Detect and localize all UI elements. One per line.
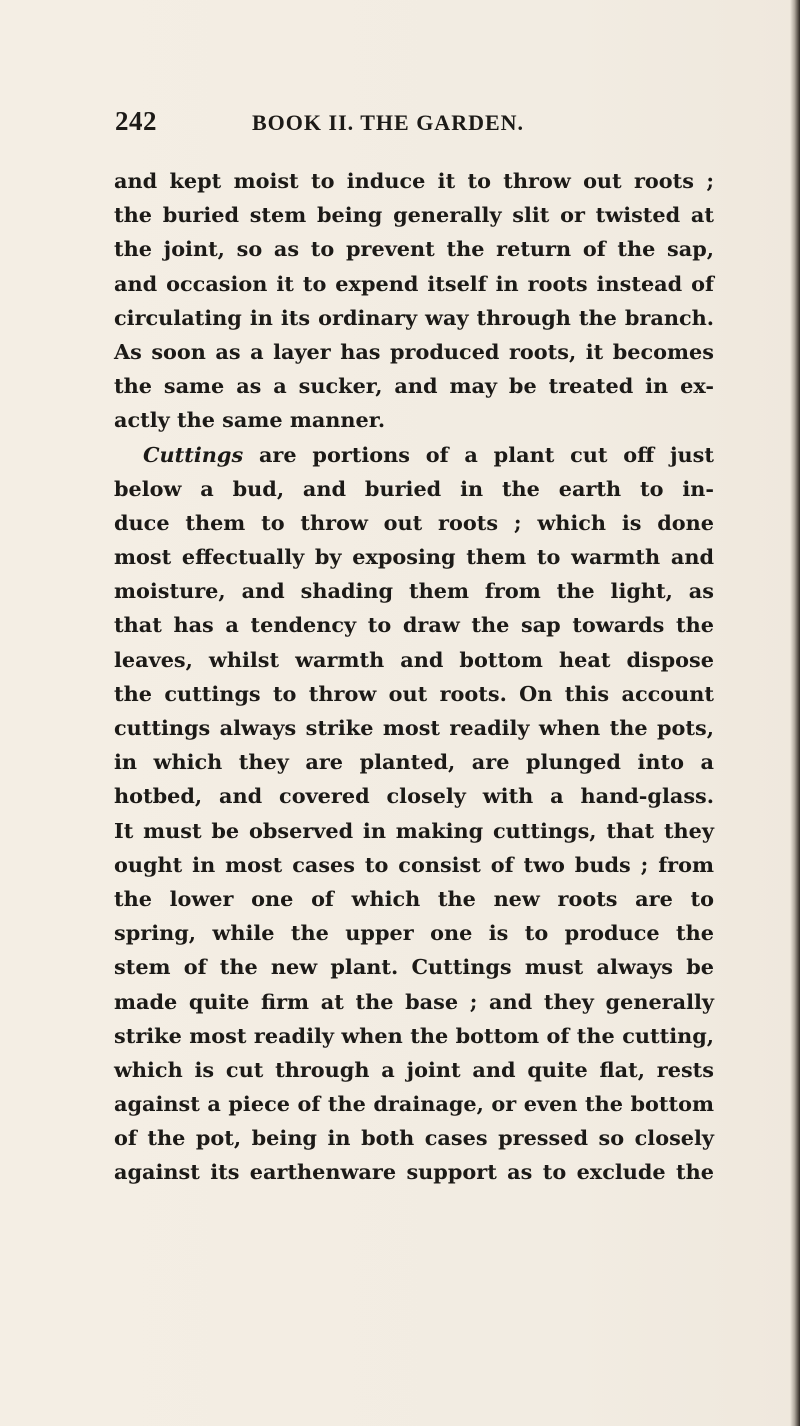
text-line: cuttings always strike most readily when the pots,	[114, 715, 714, 740]
text-line: against its earthenware support as to exclude the	[114, 1159, 714, 1185]
text-line: actly the same manner.	[114, 407, 386, 433]
italic-term: Cuttings	[143, 441, 244, 467]
text-line: the joint, so as to prevent the return of the sap,	[114, 236, 714, 262]
text-line: and kept moist to induce it to throw out roots ;	[114, 168, 714, 193]
text-line: duce them to throw out roots ; which is done	[114, 509, 714, 535]
text-line: in which they are planted, are plunged into a	[114, 749, 714, 775]
text-line: the buried stem being generally slit or twisted at	[114, 202, 714, 228]
text-line: most effectually by exposing them to warmth and	[114, 544, 714, 570]
text-line: It must be observed in making cuttings, that they	[114, 817, 714, 843]
text-line: against a piece of the drainage, or even the bottom	[114, 1091, 714, 1117]
text-line: the same as a sucker, and may be treated in ex-	[114, 373, 714, 399]
text-line: the cuttings to throw out roots. On this account	[114, 680, 714, 706]
text-line: stem of the new plant. Cuttings must always be	[114, 954, 714, 980]
text-line-rest: are portions of a plant cut off just	[243, 441, 714, 467]
text-line: leaves, whilst warmth and bottom heat dispose	[114, 646, 714, 672]
text-line: which is cut through a joint and quite flat, rests	[114, 1056, 714, 1082]
page-number: 242	[115, 106, 157, 136]
body-text	[114, 164, 714, 1190]
text-line: strike most readily when the bottom of the cutting,	[114, 1022, 714, 1048]
text-line: hotbed, and covered closely with a hand-glass.	[114, 783, 714, 809]
text-line: that has a tendency to draw the sap towards the	[114, 612, 714, 638]
text-line: spring, while the upper one is to produce the	[114, 920, 714, 946]
text-line: ought in most cases to consist of two buds ; from	[114, 851, 714, 877]
text-line: below a bud, and buried in the earth to in-	[114, 475, 714, 501]
text-line: and occasion it to expend itself in roots instead of	[114, 270, 714, 296]
running-head: BOOK II. THE GARDEN.	[252, 110, 525, 135]
text-line: of the pot, being in both cases pressed so closely	[114, 1125, 714, 1151]
text-line: moisture, and shading them from the light, as	[114, 578, 714, 604]
page-header	[115, 106, 715, 146]
page-edge-shadow	[790, 0, 800, 1426]
text-line: the lower one of which the new roots are to	[114, 885, 714, 911]
text-line: As soon as a layer has produced roots, it becomes	[114, 338, 714, 364]
text-line: circulating in its ordinary way through the branch.	[114, 304, 714, 330]
text-line-with-term	[114, 438, 714, 472]
text-line: made quite firm at the base ; and they generally	[114, 988, 714, 1014]
